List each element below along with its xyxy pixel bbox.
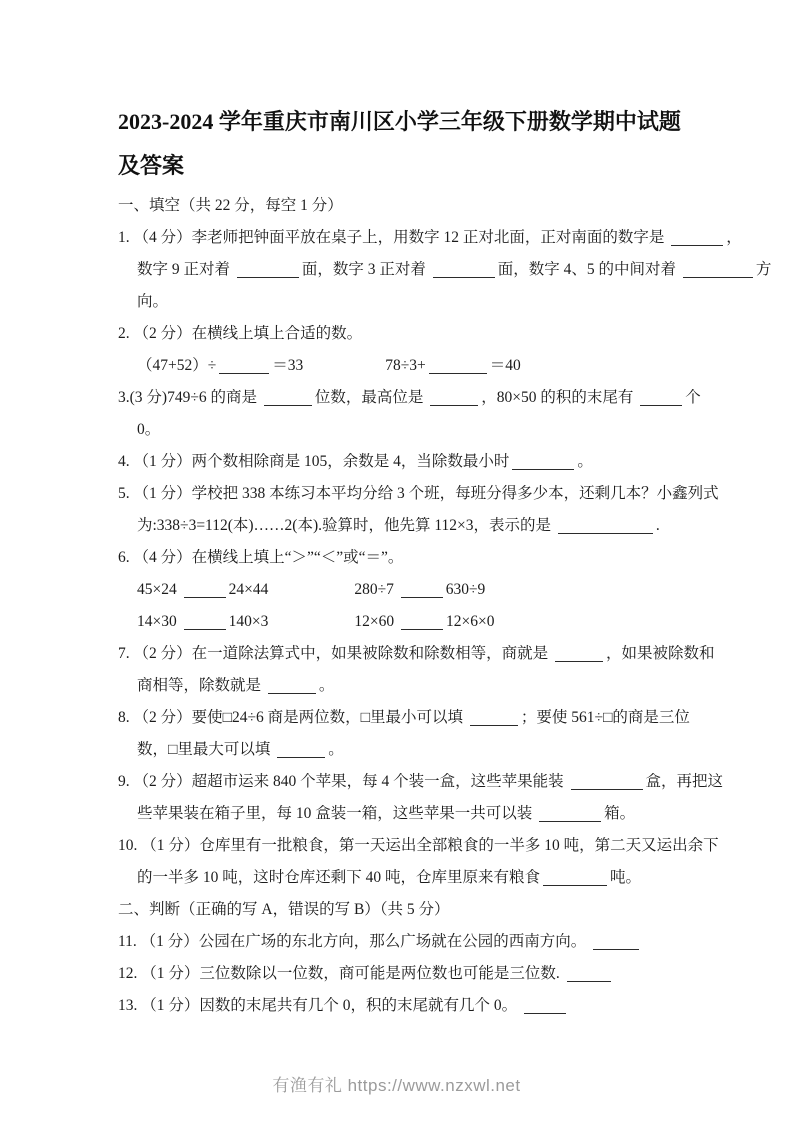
text-run: 盒，再把这: [645, 773, 724, 790]
q10-line-2: [118, 862, 723, 894]
q3-line-1: [118, 382, 723, 414]
answer-blank: [219, 357, 269, 374]
answer-blank: [671, 229, 723, 246]
answer-blank: [558, 517, 653, 534]
answer-blank: [184, 613, 226, 630]
text-run: 78÷3+: [385, 357, 426, 374]
section-2-heading: [118, 894, 723, 926]
text-run: 7. （2 分）在一道除法算式中，如果被除数和除数相等，商就是: [118, 645, 553, 662]
text-run: 6. （4 分）在横线上填上“＞”“＜”或“＝”。: [118, 549, 404, 566]
q8-line-2: [118, 734, 723, 766]
answer-blank: [683, 261, 753, 278]
page-footer: [0, 1071, 793, 1096]
q4-line-1: [118, 446, 723, 478]
text-run: 吨。: [610, 869, 642, 886]
answer-blank: [433, 261, 495, 278]
text-run: ＝40: [489, 357, 521, 374]
text-run: 10. （1 分）仓库里有一批粮食，第一天运出全部粮食的一半多 10 吨，第二天又运出余下: [118, 837, 719, 854]
text-run: 为:338÷3=112(本)……2(本).验算时，他先算 112×3，表示的是: [137, 517, 555, 534]
text-run: ＝33: [272, 357, 304, 374]
q1-line-1: [118, 222, 742, 254]
answer-blank: [512, 453, 574, 470]
text-run: 。: [328, 741, 344, 758]
footer-watermark: 有渔有礼 https://www.nzxwl.net: [272, 1076, 521, 1095]
q7-line-2: [118, 670, 723, 702]
answer-blank: [567, 965, 611, 982]
text-run: 方: [755, 261, 772, 278]
q2-line-1: [118, 318, 723, 350]
answer-blank: [401, 613, 443, 630]
title-line-2: 及答案: [118, 153, 185, 178]
text-run: ，如果被除数和: [606, 645, 715, 662]
answer-blank: [640, 389, 682, 406]
answer-blank: [401, 581, 443, 598]
text-run: 箱。: [604, 805, 636, 822]
section-1-heading: [118, 190, 723, 222]
text-run: 5. （1 分）学校把 338 本练习本平均分给 3 个班，每班分得多少本，还剩几本？小鑫列式: [118, 485, 719, 502]
text-run: （47+52）÷: [137, 357, 217, 374]
text-run: 1. （4 分）李老师把钟面平放在桌子上，用数字 12 正对北面，正对南面的数字是: [118, 229, 669, 246]
document-title: [118, 100, 723, 188]
text-run: 140×3: [228, 613, 269, 630]
q5-line-2: [118, 510, 723, 542]
text-run: 24×44: [228, 581, 269, 598]
text-run: 二、判断（正确的写 A，错误的写 B）（共 5 分）: [118, 901, 450, 918]
q13-line-1: [118, 990, 723, 1022]
text-run: 14×30: [137, 613, 181, 630]
q8-line-1: [118, 702, 723, 734]
answer-blank: [539, 805, 601, 822]
q10-line-1: [118, 830, 723, 862]
title-line-1: 2023-2024 学年重庆市南川区小学三年级下册数学期中试题: [118, 109, 681, 134]
answer-blank: [524, 997, 566, 1014]
text-run: 8. （2 分）要使□24÷6 商是两位数，□里最小可以填: [118, 709, 467, 726]
text-run: 位数，最高位是: [314, 389, 428, 406]
q1-line-2: [118, 254, 772, 286]
text-run: 12×60: [354, 613, 398, 630]
text-run: ，80×50 的积的末尾有: [481, 389, 638, 406]
answer-blank: [184, 581, 226, 598]
text-run: 面，数字 4、5 的中间对着: [497, 261, 680, 278]
text-run: 商相等，除数就是: [137, 677, 265, 694]
column-gap: [303, 369, 385, 370]
text-run: 9. （2 分）超超市运来 840 个苹果，每 4 个装一盒，这些苹果能装: [118, 773, 568, 790]
text-run: 。: [318, 677, 335, 694]
text-run: 3.(3 分)749÷6 的商是: [118, 389, 261, 406]
answer-blank: [237, 261, 299, 278]
answer-blank: [429, 357, 487, 374]
answer-blank: [277, 741, 325, 758]
answer-blank: [268, 677, 316, 694]
text-run: 数，□里最大可以填: [137, 741, 275, 758]
text-run: 数字 9 正对着: [137, 261, 234, 278]
text-run: 的一半多 10 吨，这时仓库还剩下 40 吨，仓库里原来有粮食: [137, 869, 541, 886]
q2-line-2: [118, 350, 723, 382]
q12-line-1: [118, 958, 723, 990]
text-run: 0。: [137, 421, 161, 438]
column-gap: [268, 593, 354, 594]
text-run: 12. （1 分）三位数除以一位数，商可能是两位数也可能是三位数.: [118, 965, 564, 982]
q11-line-1: [118, 926, 723, 958]
answer-blank: [593, 933, 639, 950]
q9-line-2: [118, 798, 723, 830]
exam-content: [118, 190, 772, 1022]
text-run: 13. （1 分）因数的末尾共有几个 0，积的末尾就有几个 0。: [118, 997, 522, 1014]
q6-line-3: [118, 606, 723, 638]
q5-line-1: [118, 478, 723, 510]
text-run: 向。: [137, 293, 169, 310]
answer-blank: [543, 869, 607, 886]
text-run: 45×24: [137, 581, 181, 598]
q1-line-3: [118, 286, 723, 318]
answer-blank: [571, 773, 643, 790]
text-run: 一、填空（共 22 分，每空 1 分）: [118, 197, 343, 214]
text-run: 11. （1 分）公园在广场的东北方向，那么广场就在公园的西南方向。: [118, 933, 591, 950]
text-run: 280÷7: [354, 581, 398, 598]
answer-blank: [264, 389, 312, 406]
text-run: .: [655, 517, 660, 534]
text-run: ，: [726, 229, 742, 246]
text-run: 12×6×0: [446, 613, 495, 630]
text-run: 个: [685, 389, 701, 406]
text-run: 些苹果装在箱子里，每 10 盒装一箱，这些苹果一共可以装: [137, 805, 537, 822]
q7-line-1: [118, 638, 723, 670]
q3-line-2: [118, 414, 723, 446]
text-run: 。: [577, 453, 593, 470]
answer-blank: [470, 709, 518, 726]
text-run: 630÷9: [445, 581, 486, 598]
column-gap: [268, 625, 354, 626]
text-run: ；要使 561÷□的商是三位: [520, 709, 690, 726]
text-run: 面，数字 3 正对着: [301, 261, 430, 278]
answer-blank: [430, 389, 478, 406]
answer-blank: [555, 645, 603, 662]
q6-line-1: [118, 542, 723, 574]
text-run: 2. （2 分）在横线上填上合适的数。: [118, 325, 363, 342]
q9-line-1: [118, 766, 723, 798]
q6-line-2: [118, 574, 723, 606]
text-run: 4. （1 分）两个数相除商是 105，余数是 4，当除数最小时: [118, 453, 510, 470]
